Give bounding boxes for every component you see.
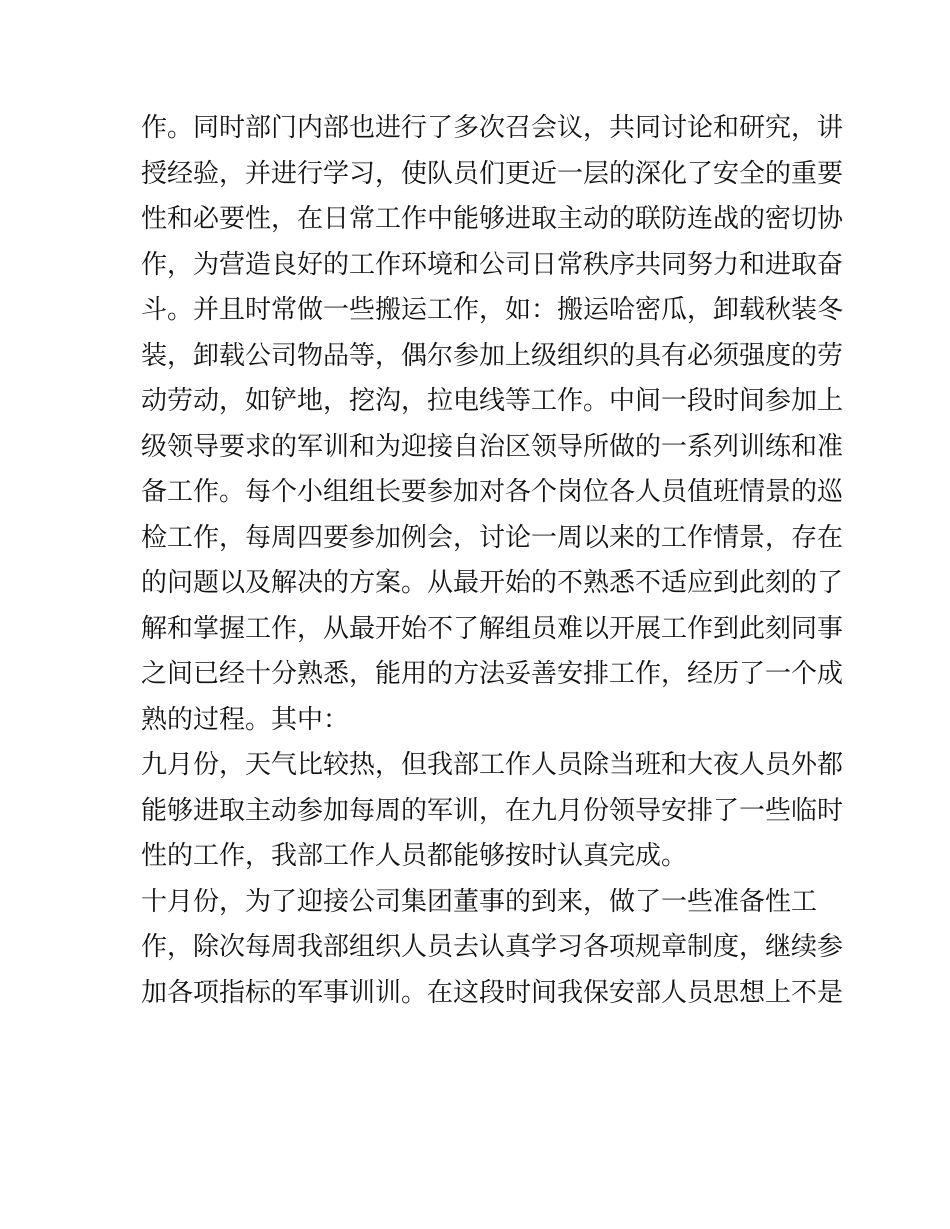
text-line: 动劳动，如铲地，挖沟，拉电线等工作。中间一段时间参加上 xyxy=(141,386,844,416)
text-line: 之间已经十分熟悉，能用的方法妥善安排工作，经历了一个成 xyxy=(141,659,844,689)
text-line: 授经验，并进行学习，使队员们更近一层的深化了安全的重要 xyxy=(141,158,844,189)
text-line: 加各项指标的军事训训。在这段时间我保安部人员思想上不是 xyxy=(141,977,844,1008)
text-line: 备工作。每个小组组长要参加对各个岗位各人员值班情景的巡 xyxy=(141,477,844,507)
text-line: 作，除次每周我部组织人员去认真学习各项规章制度，继续参 xyxy=(141,932,844,962)
text-line: 斗。并且时常做一些搬运工作，如：搬运哈密瓜，卸载秋装冬 xyxy=(141,295,844,325)
text-line: 检工作，每周四要参加例会，讨论一周以来的工作情景，存在 xyxy=(141,522,844,553)
text-line: 能够进取主动参加每周的军训，在九月份领导安排了一些临时 xyxy=(141,795,844,826)
text-line: 作。同时部门内部也进行了多次召会议，共同讨论和研究，讲 xyxy=(141,113,844,143)
text-line: 九月份，天气比较热，但我部工作人员除当班和大夜人员外都 xyxy=(141,750,844,780)
text-line: 性和必要性，在日常工作中能够进取主动的联防连战的密切协 xyxy=(141,204,844,234)
text-line: 十月份，为了迎接公司集团董事的到来，做了一些准备性工 xyxy=(141,886,818,917)
text-line: 性的工作，我部工作人员都能够按时认真完成。 xyxy=(141,841,688,871)
text-line: 的问题以及解决的方案。从最开始的不熟悉不适应到此刻的了 xyxy=(141,568,844,598)
text-line: 熟的过程。其中： xyxy=(141,704,350,735)
text-line: 装，卸载公司物品等，偶尔参加上级组织的具有必须强度的劳 xyxy=(141,340,844,371)
text-line: 级领导要求的军训和为迎接自治区领导所做的一系列训练和准 xyxy=(141,431,844,462)
text-line: 解和掌握工作，从最开始不了解组员难以开展工作到此刻同事 xyxy=(141,613,844,644)
text-line: 作，为营造良好的工作环境和公司日常秩序共同努力和进取奋 xyxy=(141,249,844,280)
document-body xyxy=(141,106,844,1016)
